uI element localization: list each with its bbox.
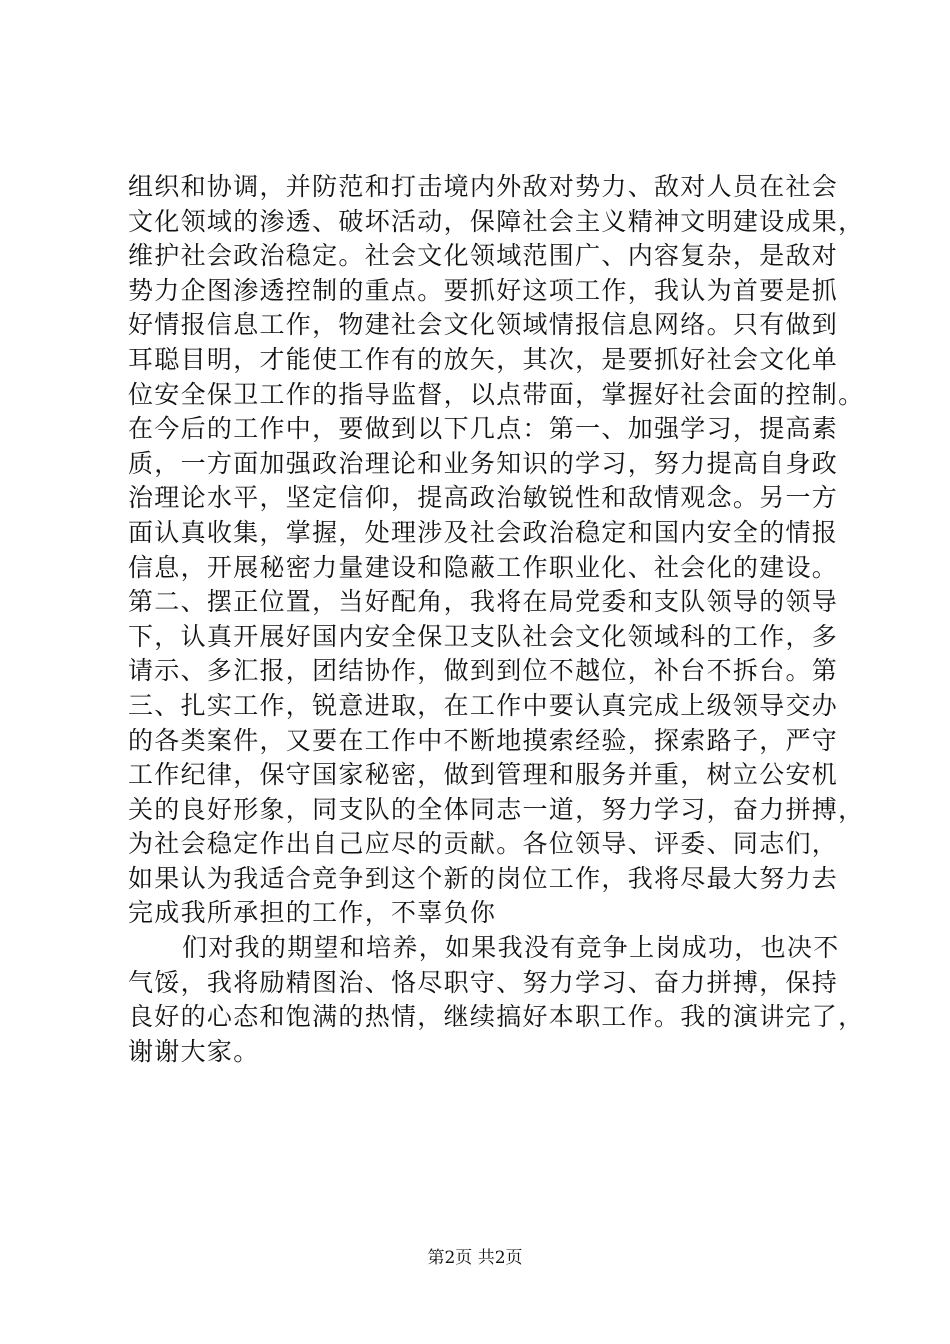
text-line: 为社会稳定作出自己应尽的贡献。各位领导、评委、同志们， <box>128 829 839 859</box>
text-line: 组织和协调，并防范和打击境内外敌对势力、敌对人员在社会 <box>128 172 839 201</box>
text-line: 势力企图渗透控制的重点。要抓好这项工作，我认为首要是抓 <box>128 275 839 305</box>
text-line: 请示、多汇报，团结协作，做到到位不越位，补台不拆台。第 <box>128 656 839 686</box>
text-line: 维护社会政治稳定。社会文化领域范围广、内容复杂，是敌对 <box>128 241 839 271</box>
text-line: 治理论水平，坚定信仰，提高政治敏锐性和敌情观念。另一方 <box>128 483 839 513</box>
text-line: 好情报信息工作，物建社会文化领域情报信息网络。只有做到 <box>128 310 839 340</box>
text-line: 气馁，我将励精图治、恪尽职守、努力学习、奋力拼搏，保持 <box>128 967 839 997</box>
text-line: 信息，开展秘密力量建设和隐蔽工作职业化、社会化的建设。 <box>128 552 839 582</box>
text-line: 的各类案件，又要在工作中不断地摸索经验，探索路子，严守 <box>128 725 839 755</box>
text-line: 关的良好形象，同支队的全体同志一道，努力学习，奋力拼搏， <box>128 794 865 824</box>
text-line: 位安全保卫工作的指导监督，以点带面，掌握好社会面的控制。 <box>128 379 865 409</box>
text-line: 质，一方面加强政治理论和业务知识的学习，努力提高自身政 <box>128 448 839 478</box>
text-line: 三、扎实工作，锐意进取，在工作中要认真完成上级领导交办 <box>128 690 839 720</box>
text-line: 文化领域的渗透、破坏活动，保障社会主义精神文明建设成果， <box>128 206 865 236</box>
document-body <box>128 170 865 1069</box>
text-line: 良好的心态和饱满的热情，继续搞好本职工作。我的演讲完了， <box>128 1002 865 1032</box>
text-line: 谢谢大家。 <box>128 1036 260 1066</box>
text-line: 第二、摆正位置，当好配角，我将在局党委和支队领导的领导 <box>128 587 839 617</box>
text-line: 完成我所承担的工作，不辜负你 <box>128 898 497 928</box>
text-line: 工作纪律，保守国家秘密，做到管理和服务并重，树立公安机 <box>128 760 839 790</box>
text-line: 下，认真开展好国内安全保卫支队社会文化领域科的工作，多 <box>128 621 839 651</box>
text-line: 在今后的工作中，要做到以下几点：第一、加强学习，提高素 <box>128 414 839 444</box>
text-line: 如果认为我适合竞争到这个新的岗位工作，我将尽最大努力去 <box>128 863 839 893</box>
page-footer: 第2页 共2页 <box>427 1248 523 1268</box>
text-line: 面认真收集，掌握，处理涉及社会政治稳定和国内安全的情报 <box>128 517 839 547</box>
text-line: 耳聪目明，才能使工作有的放矢，其次，是要抓好社会文化单 <box>128 344 839 374</box>
text-line-indented: 们对我的期望和培养，如果我没有竞争上岗成功，也决不 <box>182 933 840 963</box>
